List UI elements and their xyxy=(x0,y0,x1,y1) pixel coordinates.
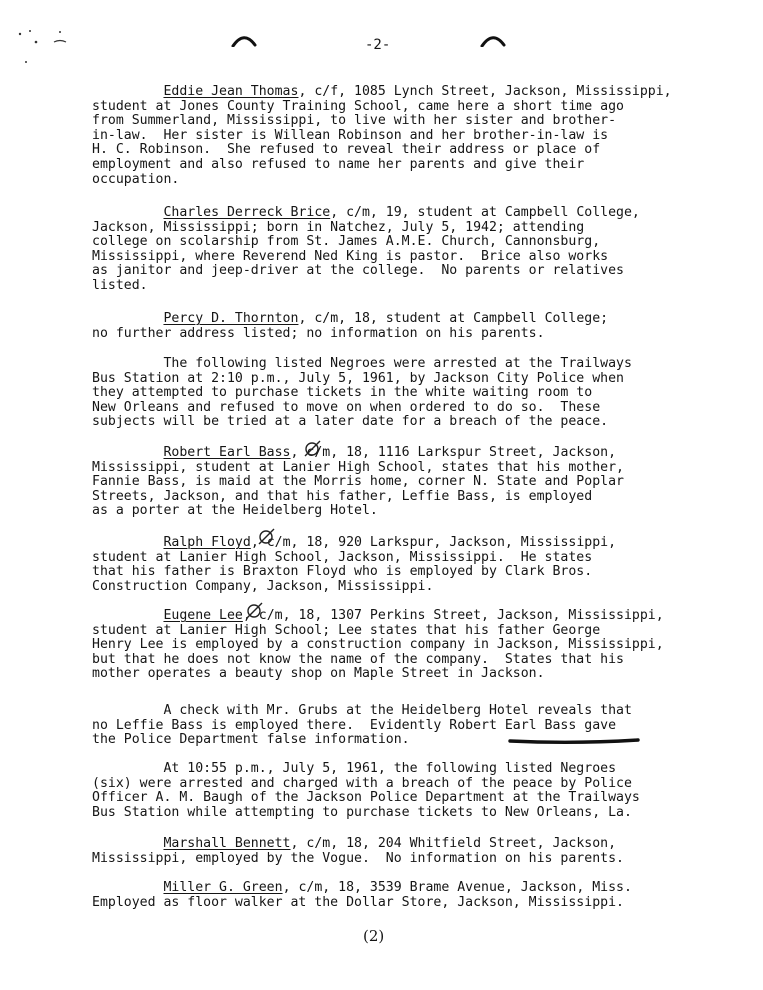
subject-details: , c/m, 18, 3539 Brame Avenue, Jackson, Miss. xyxy=(282,880,632,895)
text-line xyxy=(92,446,752,461)
text-line: The following listed Negroes were arrested at the Trailways xyxy=(92,356,632,371)
paragraph xyxy=(92,609,752,682)
paragraph xyxy=(92,206,752,294)
text-line: Mississippi, where Reverend Ned King is pastor. Brice also works xyxy=(92,248,609,264)
subject-details: , c/m, 18, 204 Whitfield Street, Jackson, xyxy=(290,836,617,851)
text-line: student at Lanier High School; Lee states that his father George xyxy=(92,622,601,638)
subject-details: , c/f, 1085 Lynch Street, Jackson, Mississippi, xyxy=(298,84,672,99)
text-line: Employed as floor walker at the Dollar Store, Jackson, Mississippi. xyxy=(92,894,624,910)
text-line: as janitor and jeep-driver at the college. No parents or relatives xyxy=(92,263,624,279)
subject-details: , c/m, 18, 920 Larkspur, Jackson, Mississippi, xyxy=(250,535,617,550)
text-line: employment and also refused to name her parents and give their xyxy=(92,156,585,172)
text-line: Henry Lee is employed by a construction company in Jackson, Mississippi, xyxy=(92,637,664,653)
text-line: the Police Department false information. xyxy=(92,732,410,748)
subject-name: Robert Earl Bass xyxy=(163,445,291,460)
paragraph xyxy=(92,762,752,820)
text-line: no further address listed; no information on his parents. xyxy=(92,325,545,341)
subject-name: Charles Derreck Brice xyxy=(163,205,331,220)
subject-name: Eugene Lee xyxy=(163,608,243,623)
margin-specks xyxy=(14,28,74,68)
subject-name: Eddie Jean Thomas xyxy=(163,84,299,99)
paragraph xyxy=(92,704,752,748)
punch-mark-right xyxy=(480,33,506,47)
paragraph xyxy=(92,312,752,341)
handwritten-page-mark: (2) xyxy=(363,927,385,945)
text-line: college on scolarship from St. James A.M.E. Church, Cannonsburg, xyxy=(92,234,601,250)
text-line: Fannie Bass, is maid at the Morris home, corner N. State and Poplar xyxy=(92,474,624,490)
indent xyxy=(92,608,163,623)
text-line: student at Jones County Training School, came here a short time ago xyxy=(92,98,624,114)
text-line: Mississippi, student at Lanier High School, states that his mother, xyxy=(92,459,624,475)
text-line: Streets, Jackson, and that his father, Leffie Bass, is employed xyxy=(92,488,593,504)
indent xyxy=(92,311,163,326)
subject-name: Percy D. Thornton xyxy=(163,311,299,326)
strike-mark-robert-bass xyxy=(300,438,324,458)
strike-mark-eugene-lee xyxy=(243,600,265,620)
highlight-robert-earl-bass xyxy=(508,736,640,746)
paragraph xyxy=(92,85,752,187)
indent xyxy=(92,205,163,220)
text-line: Jackson, Mississippi; born in Natchez, July 5, 1942; attending xyxy=(92,219,585,235)
page-number: -2- xyxy=(365,37,391,53)
text-line: as a porter at the Heidelberg Hotel. xyxy=(92,503,378,519)
subject-details: , c/m, 19, student at Campbell College, xyxy=(330,205,640,220)
punch-mark-left xyxy=(231,33,257,47)
text-line: At 10:55 p.m., July 5, 1961, the following listed Negroes xyxy=(92,761,617,776)
text-line: occupation. xyxy=(92,171,180,187)
paragraph xyxy=(92,536,752,594)
text-line: no Leffie Bass is employed there. Evidently Robert Earl Bass gave xyxy=(92,717,617,733)
text-line: Bus Station at 2:10 p.m., July 5, 1961, by Jackson City Police when xyxy=(92,370,624,386)
text-line: mother operates a beauty shop on Maple Street in Jackson. xyxy=(92,666,545,682)
text-line: (six) were arrested and charged with a breach of the peace by Police xyxy=(92,775,632,791)
subject-name: Ralph Floyd xyxy=(163,535,251,550)
indent xyxy=(92,836,163,851)
text-line xyxy=(92,837,752,852)
subject-details: , c/m, 18, 1116 Larkspur Street, Jackson, xyxy=(290,445,617,460)
subject-name: Miller G. Green xyxy=(163,880,283,895)
text-line: that his father is Braxton Floyd who is employed by Clark Bros. xyxy=(92,564,593,580)
text-line xyxy=(92,609,752,624)
subject-name: Marshall Bennett xyxy=(163,836,291,851)
text-line: listed. xyxy=(92,277,148,293)
strike-mark-ralph-floyd xyxy=(255,526,277,546)
text-line: student at Lanier High School, Jackson, Mississippi. He states xyxy=(92,549,593,565)
text-line: Construction Company, Jackson, Mississippi. xyxy=(92,578,434,594)
paragraph xyxy=(92,837,752,866)
indent xyxy=(92,535,163,550)
text-line xyxy=(92,312,752,327)
paragraph xyxy=(92,881,752,910)
subject-details: , c/m, 18, student at Campbell College; xyxy=(298,311,609,326)
text-line xyxy=(92,536,752,551)
text-line: from Summerland, Mississippi, to live with her sister and brother- xyxy=(92,113,617,129)
text-line: Bus Station while attempting to purchase tickets to New Orleans, La. xyxy=(92,804,632,820)
text-line: subjects will be tried at a later date for a breach of the peace. xyxy=(92,414,609,430)
subject-details: , c/m, 18, 1307 Perkins Street, Jackson, Mississippi, xyxy=(242,608,664,623)
text-line xyxy=(92,881,752,896)
text-line xyxy=(92,206,752,221)
indent xyxy=(92,880,163,895)
paragraph xyxy=(92,357,752,430)
text-line: but that he does not know the name of the company. States that his xyxy=(92,651,624,667)
indent xyxy=(92,445,163,460)
text-line: Mississippi, employed by the Vogue. No information on his parents. xyxy=(92,850,624,866)
text-line: Officer A. M. Baugh of the Jackson Police Department at the Trailways xyxy=(92,790,640,806)
text-line: A check with Mr. Grubs at the Heidelberg Hotel reveals that xyxy=(92,703,632,718)
text-line: in-law. Her sister is Willean Robinson and her brother-in-law is xyxy=(92,127,609,143)
text-line: they attempted to purchase tickets in the white waiting room to xyxy=(92,385,593,401)
text-line xyxy=(92,85,752,100)
text-line: H. C. Robinson. She refused to reveal their address or place of xyxy=(92,142,601,158)
text-line: New Orleans and refused to move on when ordered to do so. These xyxy=(92,399,601,415)
indent xyxy=(92,84,163,99)
paragraph xyxy=(92,446,752,519)
